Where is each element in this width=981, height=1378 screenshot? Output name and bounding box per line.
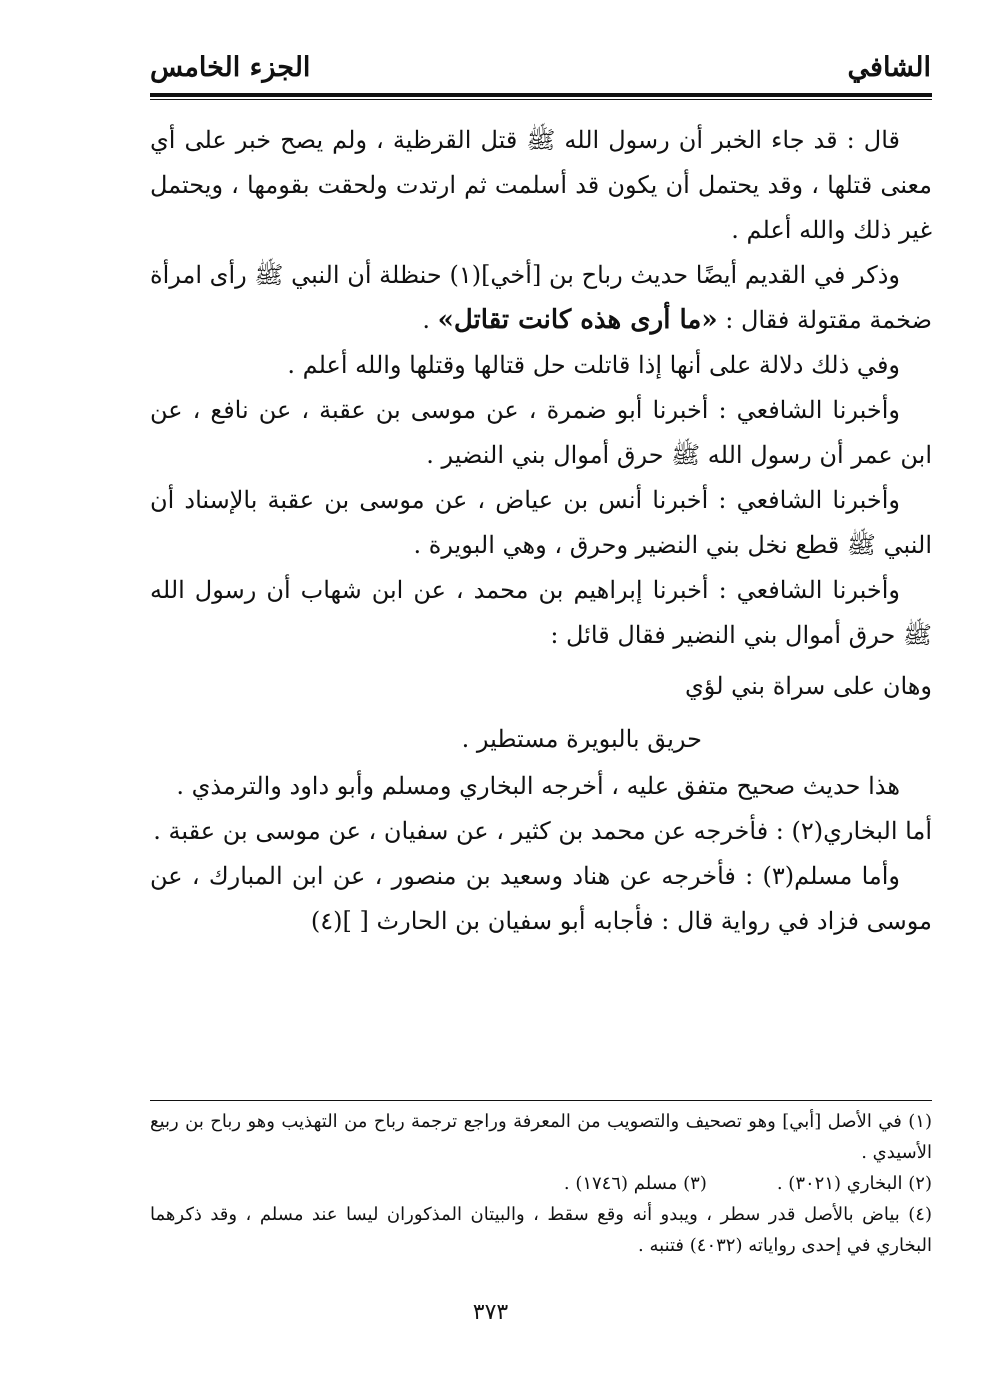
paragraph-2-text: وذكر في القديم أيضًا حديث رباح بن [أخي](١) حنظلة أن النبي ﷺ رأى امرأة ضخمة مقتولة فقال : bbox=[150, 261, 932, 334]
footnote-row bbox=[150, 1168, 932, 1199]
paragraph-3: وفي ذلك دلالة على أنها إذا قاتلت حل قتالها وقتلها والله أعلم . bbox=[287, 351, 900, 379]
footnote-separator bbox=[150, 1100, 932, 1101]
paragraph-4: وأخبرنا الشافعي : أخبرنا أبو ضمرة ، عن موسى بن عقبة ، عن نافع ، عن ابن عمر أن رسول الله ﷺ حرق أموال بني النضير . bbox=[150, 396, 932, 469]
verse-line-2: حريق بالبويرة مستطير . bbox=[461, 725, 702, 753]
footnote-1: (١) في الأصل [أبي] وهو تصحيف والتصويب من المعرفة وراجع ترجمة رباح من التهذيب وهو رباح بن ربيع الأسيدي . bbox=[150, 1111, 932, 1163]
paragraph-8: أما البخاري(٢) : فأخرجه عن محمد بن كثير ، عن سفيان ، عن موسى بن عقبة . bbox=[153, 817, 932, 845]
paragraph-5: وأخبرنا الشافعي : أخبرنا أنس بن عياض ، عن موسى بن عقبة بالإسناد أن النبي ﷺ قطع نخل بني النضير وحرق ، وهي البويرة . bbox=[150, 486, 932, 559]
hadith-quote: «ما أرى هذه كانت تقاتل» bbox=[437, 305, 718, 335]
paragraph-6: وأخبرنا الشافعي : أخبرنا إبراهيم بن محمد ، عن ابن شهاب أن رسول الله ﷺ حرق أموال بني النضير فقال قائل : bbox=[150, 576, 932, 649]
running-header bbox=[150, 52, 931, 92]
part-title: الجزء الخامس bbox=[150, 52, 311, 83]
header-rule-thick bbox=[150, 93, 932, 97]
footnote-4: (٤) بياض بالأصل قدر سطر ، ويبدو أنه وقع سقط ، والبيتان المذكوران ليسا عند مسلم ، وقد ذكرهما البخاري في إحدى رواياته (٤٠٣٢) فتنبه . bbox=[150, 1204, 932, 1256]
paragraph-2-end: . bbox=[422, 306, 438, 334]
page-number: ٣٧٣ bbox=[472, 1300, 509, 1325]
paragraph-1: قال : قد جاء الخبر أن رسول الله ﷺ قتل القرظية ، ولم يصح خبر على أي معنى قتلها ، وقد يحتمل أن يكون قد أسلمت ثم ارتدت ولحقت بقومها ، ويحتمل غير ذلك والله أعلم . bbox=[150, 126, 932, 244]
footnotes bbox=[150, 1106, 932, 1261]
paragraph-7: هذا حديث صحيح متفق عليه ، أخرجه البخاري ومسلم وأبو داود والترمذي . bbox=[176, 772, 900, 800]
paragraph-9: وأما مسلم(٣) : فأخرجه عن هناد وسعيد بن منصور ، عن ابن المبارك ، عن موسى فزاد في رواية قال : فأجابه أبو سفيان بن الحارث [ ](٤) bbox=[150, 862, 932, 935]
verse-line-1: وهان على سراة بني لؤي bbox=[685, 672, 932, 700]
footnote-3: (٣) مسلم (١٧٤٦) . bbox=[563, 1173, 707, 1194]
main-text bbox=[150, 118, 932, 944]
header-rule-thin bbox=[150, 99, 932, 100]
footnote-2: (٢) البخاري (٣٠٢١) . bbox=[776, 1173, 932, 1194]
book-title: الشافي bbox=[847, 52, 931, 83]
paragraph-2 bbox=[150, 253, 932, 343]
